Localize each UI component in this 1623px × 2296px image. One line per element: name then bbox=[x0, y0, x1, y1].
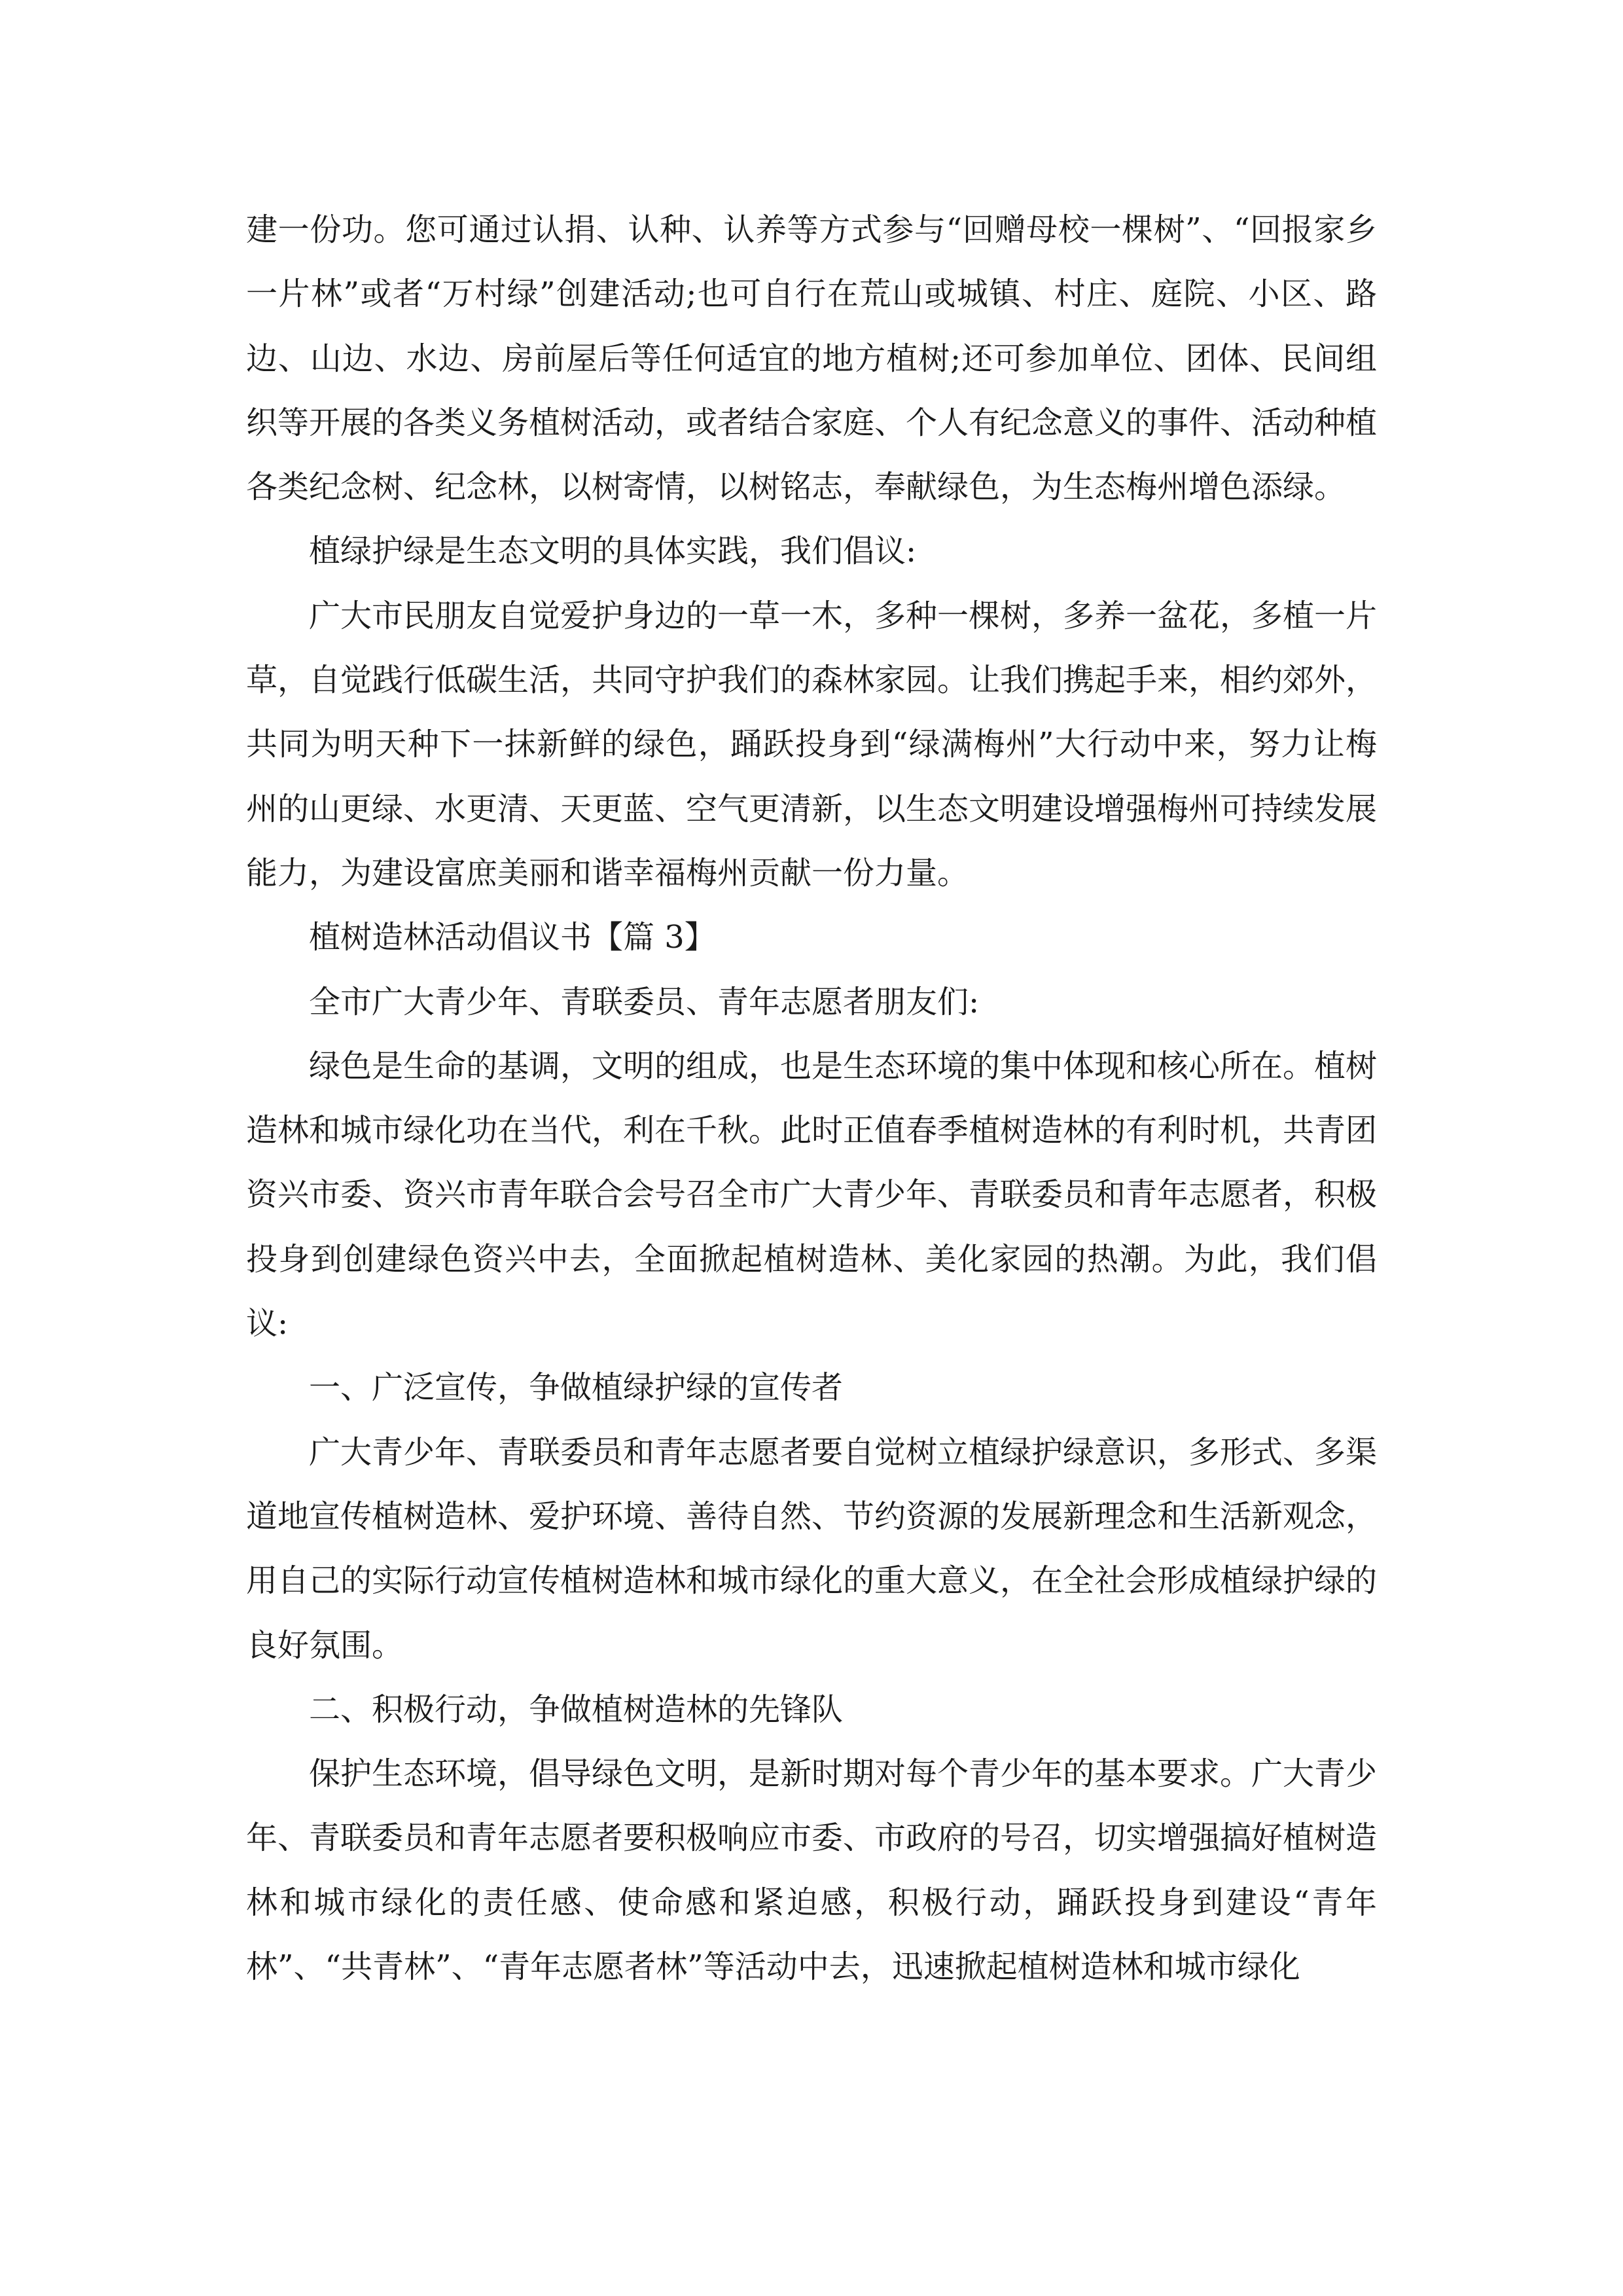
paragraph-salutation: 全市广大青少年、青联委员、青年志愿者朋友们: bbox=[309, 983, 980, 1020]
paragraph-green-life: 绿色是生命的基调，文明的组成，也是生态环境的集中体现和核心所在。植树造林和城市绿化功在当代，利在千秋。此时正值春季植树造林的有利时机，共青团资兴市委、资兴市青年联合会号召全市广大青少年、青联委员和青年志愿者，积极投身到创建绿色资兴中去，全面掀起植树造林、美化家园的热潮。为此，我们倡议: bbox=[246, 1047, 1378, 1342]
paragraph-proposal-intro: 植绿护绿是生态文明的具体实践，我们倡议: bbox=[309, 533, 917, 570]
paragraph-publicity-body: 广大青少年、青联委员和青年志愿者要自觉树立植绿护绿意识，多形式、多渠道地宣传植树造林、爱护环境、善待自然、节约资源的发展新理念和生活新观念，用自己的实际行动宣传植树造林和城市绿化的重大意义，在全社会形成植绿护绿的良好氛围。 bbox=[246, 1433, 1378, 1664]
document-body bbox=[246, 198, 1377, 1999]
subheading-publicity: 一、广泛宣传，争做植绿护绿的宣传者 bbox=[309, 1369, 844, 1407]
subheading-action: 二、积极行动，争做植树造林的先锋队 bbox=[309, 1691, 844, 1728]
section-heading-part-3: 植树造林活动倡议书【篇 3】 bbox=[309, 919, 716, 956]
paragraph-continuation: 建一份功。您可通过认捐、认种、认养等方式参与“回赠母校一棵树”、“回报家乡一片林”或者“万村绿”创建活动;也可自行在荒山或城镇、村庄、庭院、小区、路边、山边、水边、房前屋后等任何适宜的地方植树;还可参加单位、团体、民间组织等开展的各类义务植树活动，或者结合家庭、个人有纪念意义的事件、活动种植各类纪念树、纪念林，以树寄情，以树铭志，奉献绿色，为生态梅州增色添绿。 bbox=[246, 211, 1378, 506]
paragraph-action-body: 保护生态环境，倡导绿色文明，是新时期对每个青少年的基本要求。广大青少年、青联委员和青年志愿者要积极响应市委、市政府的号召，切实增强搞好植树造林和城市绿化的责任感、使命感和紧迫感，积极行动，踊跃投身到建设“青年林”、“共青林”、“青年志愿者林”等活动中去，迅速掀起植树造林和城市绿化 bbox=[246, 1755, 1378, 1986]
paragraph-citizens-appeal: 广大市民朋友自觉爱护身边的一草一木，多种一棵树，多养一盆花，多植一片草，自觉践行低碳生活，共同守护我们的森林家园。让我们携起手来，相约郊外，共同为明天种下一抹新鲜的绿色，踊跃投身到“绿满梅州”大行动中来，努力让梅州的山更绿、水更清、天更蓝、空气更清新，以生态文明建设增强梅州可持续发展能力，为建设富庶美丽和谐幸福梅州贡献一份力量。 bbox=[246, 597, 1378, 891]
